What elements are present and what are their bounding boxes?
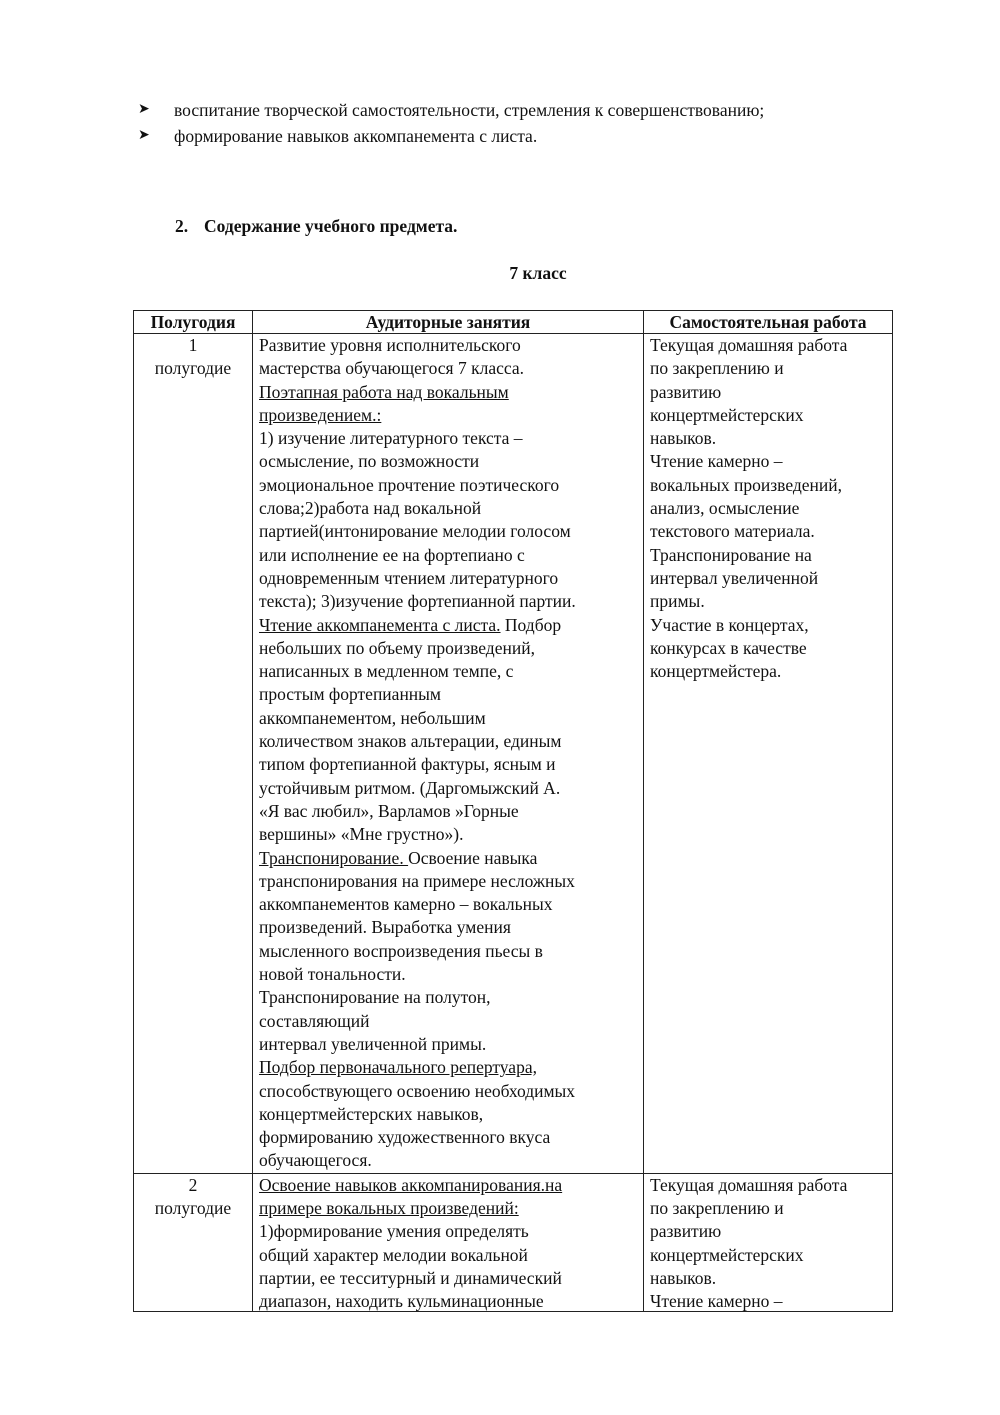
auditory-cell <box>253 1173 644 1311</box>
table-row <box>134 1173 893 1311</box>
auditory-line <box>259 940 637 963</box>
independent-line: навыков. <box>650 1267 717 1288</box>
line-text: 1)формирование умения определять <box>259 1221 529 1242</box>
period-number: 1 <box>188 335 198 355</box>
section-title: Содержание учебного предмета. <box>204 216 458 236</box>
line-text: количеством знаков альтерации, единым <box>259 731 562 752</box>
auditory-line <box>259 590 637 613</box>
auditory-line <box>259 637 637 660</box>
independent-line: Чтение камерно – <box>650 1291 783 1311</box>
period-label: полугодие <box>154 358 232 379</box>
auditory-line <box>259 1010 637 1033</box>
line-text: транспонирования на примере несложных <box>259 870 575 891</box>
line-text: формированию художественного вкуса <box>259 1127 551 1148</box>
independent-line: текстового материала. <box>650 521 815 542</box>
auditory-line <box>259 381 637 404</box>
auditory-line <box>259 450 637 473</box>
line-text: «Я вас любил», Варламов »Горные <box>259 800 519 821</box>
underlined-heading: произведением.: <box>259 404 382 425</box>
auditory-line <box>259 847 637 870</box>
line-text: слова;2)работа над вокальной <box>259 498 482 519</box>
independent-cell <box>644 334 893 1174</box>
auditory-line <box>259 916 637 939</box>
auditory-line <box>259 1080 637 1103</box>
line-text: составляющий <box>259 1010 370 1031</box>
bullet-text: воспитание творческой самостоятельности, стремления к совершенствованию; <box>174 100 765 120</box>
independent-line: интервал увеличенной <box>650 567 819 588</box>
line-text: новой тональности. <box>259 964 406 985</box>
underlined-heading: примере вокальных произведений: <box>259 1197 519 1218</box>
header-auditory: Аудиторные занятия <box>253 311 644 334</box>
independent-line: концертмейстера. <box>650 661 782 682</box>
line-text: Транспонирование на полутон, <box>259 987 491 1008</box>
line-text: эмоциональное прочтение поэтического <box>259 474 560 495</box>
period-number: 2 <box>188 1174 198 1195</box>
independent-line: Текущая домашняя работа <box>650 335 848 355</box>
independent-line: конкурсах в качестве <box>650 637 807 658</box>
auditory-line <box>259 1033 637 1056</box>
auditory-line <box>259 660 637 683</box>
auditory-line <box>259 1244 637 1267</box>
underlined-heading: Освоение навыков аккомпанирования.на <box>259 1174 563 1195</box>
period-cell <box>134 1173 253 1311</box>
line-text: текста); 3)изучение фортепианной партии. <box>259 591 576 612</box>
line-text: общий характер мелодии вокальной <box>259 1244 528 1265</box>
independent-line: навыков. <box>650 428 717 449</box>
section-heading <box>175 216 457 237</box>
auditory-line <box>259 707 637 730</box>
underlined-heading: Поэтапная работа над вокальным <box>259 381 509 402</box>
auditory-line <box>259 1197 637 1220</box>
line-text: или исполнение ее на фортепиано с <box>259 544 525 565</box>
auditory-line <box>259 1126 637 1149</box>
auditory-line <box>259 730 637 753</box>
auditory-cell <box>253 334 644 1174</box>
line-text: произведений. Выработка умения <box>259 917 511 938</box>
section-number: 2. <box>175 216 189 236</box>
bullet-item <box>138 123 764 149</box>
curriculum-table <box>133 310 893 1312</box>
auditory-line <box>259 1220 637 1243</box>
independent-line: примы. <box>650 591 705 612</box>
auditory-line <box>259 334 637 357</box>
auditory-line <box>259 1056 637 1079</box>
line-text: небольших по объему произведений, <box>259 637 535 658</box>
auditory-line <box>259 986 637 1009</box>
auditory-line <box>259 1290 637 1311</box>
independent-line: вокальных произведений, <box>650 474 842 495</box>
underlined-heading: Подбор первоначального репертуара, <box>259 1057 537 1078</box>
line-text: мастерства обучающегося 7 класса. <box>259 358 525 379</box>
auditory-line <box>259 823 637 846</box>
independent-line: Чтение камерно – <box>650 451 783 472</box>
underlined-heading: Чтение аккомпанемента с листа. <box>259 614 501 635</box>
line-text: типом фортепианной фактуры, ясным и <box>259 754 556 775</box>
goals-bullet-list <box>138 97 764 149</box>
table-row <box>134 334 893 1174</box>
auditory-line <box>259 1174 637 1197</box>
auditory-line <box>259 963 637 986</box>
bullet-item <box>138 97 764 123</box>
line-text: простым фортепианным <box>259 684 442 705</box>
line-text: аккомпанементов камерно – вокальных <box>259 894 553 915</box>
line-text: интервал увеличенной примы. <box>259 1033 487 1054</box>
bullet-text: формирование навыков аккомпанемента с листа. <box>174 126 538 146</box>
auditory-line <box>259 893 637 916</box>
line-text: Освоение навыка <box>408 847 538 868</box>
auditory-line <box>259 614 637 637</box>
auditory-line <box>259 1149 637 1172</box>
line-text: диапазон, находить кульминационные <box>259 1291 544 1311</box>
line-text: концертмейстерских навыков, <box>259 1103 484 1124</box>
independent-line: развитию <box>650 1221 722 1242</box>
independent-line: по закреплению и <box>650 1197 784 1218</box>
header-independent: Самостоятельная работа <box>644 311 893 334</box>
line-text: партией(интонирование мелодии голосом <box>259 521 571 542</box>
auditory-line <box>259 404 637 427</box>
line-text: мысленного воспроизведения пьесы в <box>259 940 543 961</box>
period-cell <box>134 334 253 1174</box>
period-label: полугодие <box>154 1197 232 1218</box>
auditory-line <box>259 497 637 520</box>
class-title: 7 класс <box>509 263 567 283</box>
independent-line: Транспонирование на <box>650 544 812 565</box>
auditory-line <box>259 474 637 497</box>
independent-line: по закреплению и <box>650 358 784 379</box>
line-text: устойчивым ритмом. (Даргомыжский А. <box>259 777 561 798</box>
line-text: написанных в медленном темпе, с <box>259 661 514 682</box>
auditory-line <box>259 1267 637 1290</box>
independent-line: анализ, осмысление <box>650 498 800 519</box>
line-text: осмысление, по возможности <box>259 451 480 472</box>
independent-line: развитию <box>650 381 722 402</box>
line-text: вершины» «Мне грустно»). <box>259 824 464 845</box>
header-periods: Полугодия <box>134 311 253 334</box>
auditory-line <box>259 544 637 567</box>
line-text: 1) изучение литературного текста – <box>259 428 523 449</box>
auditory-line <box>259 800 637 823</box>
independent-cell <box>644 1173 893 1311</box>
auditory-line <box>259 777 637 800</box>
line-text: аккомпанементом, небольшим <box>259 707 486 728</box>
independent-line: концертмейстерских <box>650 404 804 425</box>
line-text: способствующего освоению необходимых <box>259 1080 576 1101</box>
line-text: Развитие уровня исполнительского <box>259 335 521 355</box>
auditory-line <box>259 753 637 776</box>
auditory-line <box>259 357 637 380</box>
table-header-row <box>134 311 893 334</box>
underlined-heading: Транспонирование. <box>259 847 409 868</box>
arrow-bullet-icon: ➤ <box>138 128 150 143</box>
arrow-bullet-icon: ➤ <box>138 102 150 117</box>
auditory-line <box>259 683 637 706</box>
auditory-line <box>259 520 637 543</box>
independent-line: Участие в концертах, <box>650 614 809 635</box>
line-text: партии, ее тесситурный и динамический <box>259 1267 562 1288</box>
line-text: обучающегося. <box>259 1150 372 1171</box>
line-text: Подбор <box>500 614 562 635</box>
independent-line: концертмейстерских <box>650 1244 804 1265</box>
auditory-line <box>259 870 637 893</box>
auditory-line <box>259 567 637 590</box>
independent-line: Текущая домашняя работа <box>650 1174 848 1195</box>
auditory-line <box>259 427 637 450</box>
line-text: одновременным чтением литературного <box>259 567 559 588</box>
auditory-line <box>259 1103 637 1126</box>
